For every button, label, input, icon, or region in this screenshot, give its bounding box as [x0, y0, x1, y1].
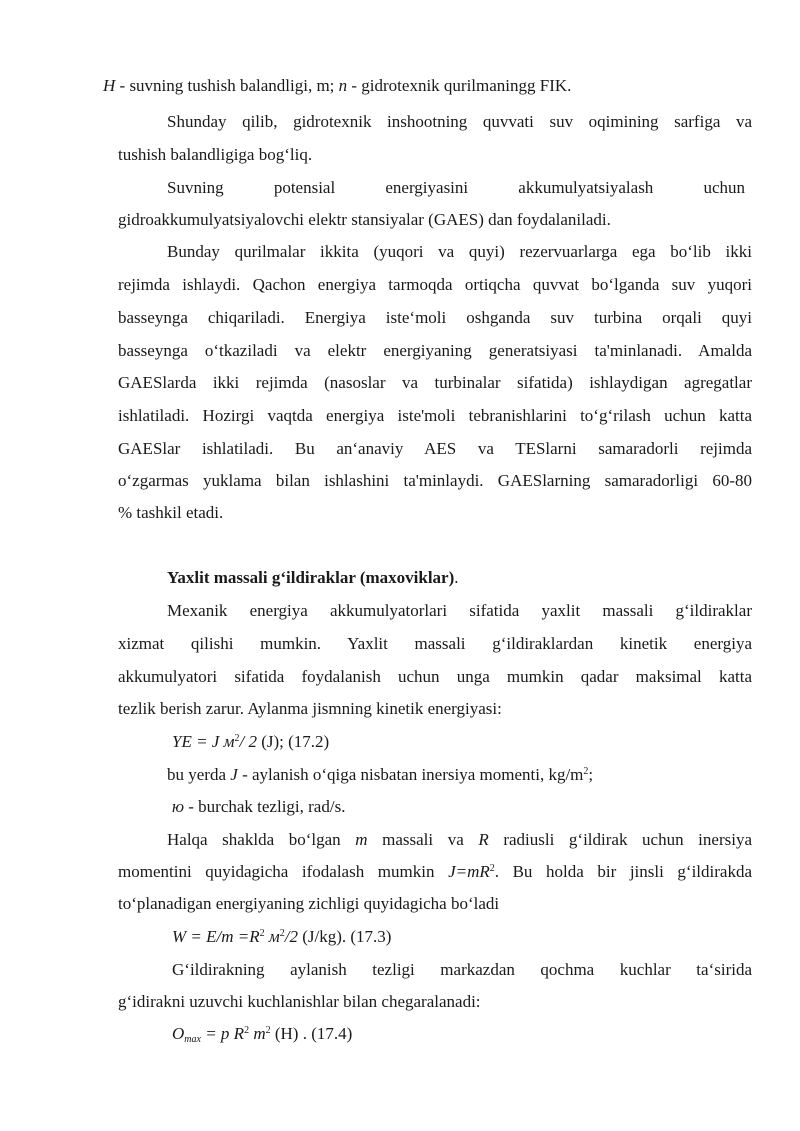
- paragraph-line: Bunday qurilmalar ikkita (yuqori va quyi) rezervuarlarga ega bo‘lib ikki: [167, 242, 752, 261]
- equation-17-4: $O_{max} = p$ $R^2$ $m^2$ (H) . (17.4): [172, 1024, 353, 1045]
- paragraph-line: akkumulyatori sifatida foydalanish uchun unga mumkin qadar maksimal katta: [118, 667, 752, 686]
- paragraph-line: gidroakkumulyatsiyalovchi elektr stansiyalar (GAES) dan foydalaniladi.: [118, 210, 611, 229]
- text-line: H - suvning tushish balandligi, m; n - gidrotexnik qurilmaningg FIK.: [103, 76, 572, 95]
- symbol-h: H: [103, 76, 116, 95]
- paragraph-line: to‘planadigan energiyaning zichligi quyidagicha bo‘ladi: [118, 894, 500, 913]
- definition-line: bu yerda J - aylanish o‘qiga nisbatan inersiya momenti, $kg/m^2$;: [167, 765, 594, 784]
- paragraph-line: % tashkil etadi.: [118, 503, 224, 522]
- equation-17-3: $W = E/m =R^2$ $м^2/2$ (J/kg). (17.3): [172, 927, 392, 946]
- paragraph-line: Suvning potensial energiyasini akkumulyatsiyalash uchun: [167, 178, 745, 197]
- paragraph-line: basseynga o‘tkaziladi va elektr energiyaning generatsiyasi ta'minlanadi. Amalda: [118, 341, 752, 360]
- paragraph-line: G‘ildirakning aylanish tezligi markazdan qochma kuchlar ta‘sirida: [172, 960, 752, 979]
- equation-17-2: YE = J $м^2/$ 2 (J); (17.2): [172, 732, 330, 751]
- paragraph-line: momentini quyidagicha ifodalash mumkin $J=mR^2$. Bu holda bir jinsli g‘ildirakda: [118, 862, 752, 881]
- paragraph-line: g‘idirakni uzuvchi kuchlanishlar bilan chegaralanadi:: [118, 992, 481, 1011]
- paragraph-line: Shunday qilib, gidrotexnik inshootning quvvati suv oqimining sarfiga va: [167, 112, 752, 131]
- paragraph-line: GAESlarda ikki rejimda (nasoslar va turbinalar sifatida) ishlaydigan agregatlar: [118, 373, 752, 392]
- paragraph-line: rejimda ishlaydi. Qachon energiya tarmoqda ortiqcha quvvat bo‘lganda suv yuqori: [118, 275, 752, 294]
- section-heading: Yaxlit massali g‘ildiraklar (maxoviklar).: [167, 568, 459, 587]
- symbol-n: n: [338, 76, 348, 95]
- paragraph-line: Mexanik energiya akkumulyatorlari sifatida yaxlit massali g‘ildiraklar: [167, 601, 752, 620]
- definition-line: ю - burchak tezligi, rad/s.: [172, 797, 346, 816]
- paragraph-line: tezlik berish zarur. Aylanma jismning kinetik energiyasi:: [118, 699, 502, 718]
- paragraph-line: o‘zgarmas yuklama bilan ishlashini ta'minlaydi. GAESlarning samaradorligi 60-80: [118, 471, 752, 490]
- paragraph-line: xizmat qilishi mumkin. Yaxlit massali g‘ildiraklardan kinetik energiya: [118, 634, 752, 653]
- paragraph-line: Halqa shaklda bo‘lgan m massali va R radiusli g‘ildirak uchun inersiya: [167, 830, 752, 849]
- paragraph-line: ishlatiladi. Hozirgi vaqtda energiya iste'moli tebranishlarini to‘g‘rilash uchun katta: [118, 406, 752, 425]
- paragraph-line: basseynga chiqariladi. Energiya iste‘moli oshganda suv turbina orqali quyi: [118, 308, 752, 327]
- paragraph-line: GAESlar ishlatiladi. Bu an‘anaviy AES va TESlarni samaradorli rejimda: [118, 439, 752, 458]
- paragraph-line: tushish balandligiga bog‘liq.: [118, 145, 313, 164]
